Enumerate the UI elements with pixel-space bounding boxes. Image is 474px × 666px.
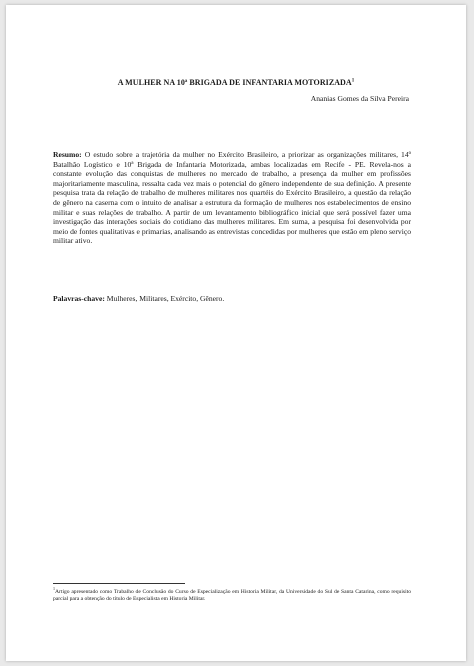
footnote-text: Artigo apresentado como Trabalho de Conclusão do Curso de Especialização em Historia Militar, da Universidade do Sul de Santa Catarina, como requisito parcial para a obtenção do título de Especialista em Historia Militar. (53, 589, 411, 603)
footnote-marker: 1 (53, 586, 55, 592)
document-title (6, 78, 466, 87)
document-page (6, 5, 466, 661)
footnote-separator (53, 583, 185, 584)
title-footnote-marker: 1 (351, 78, 355, 84)
keywords-line (53, 294, 411, 303)
keywords-label: Palavras-chave: (53, 294, 105, 303)
abstract-label: Resumo: (53, 150, 82, 159)
abstract-text: O estudo sobre a trajetória da mulher no Exército Brasileiro, a priorizar as organizações militares, 14º Batalhão Logístico e 10ª Brigada de Infantaria Motorizada, ambas localizadas em Recife - PE. Revela-nos a constante evolução das conquistas de mulheres no mercado de trabalho, a presença da mulher em profissões majoritariamente masculina, ressalta cada vez mais o potencial do gênero independente de sua definição. A presente pesquisa trata da relação de trabalho de mulheres militares nos quartéis do Exército Brasileiro, a questão da relação de gênero na caserna com o intuito de analisar a estrutura da formação de mulheres nos estabelecimentos de ensino militar e suas relações de trabalho. A partir de um levantamento bibliográfico inicial que será possível fazer uma investigação das interações sociais do cotidiano das mulheres militares. Em suma, a pesquisa foi desenvolvida por meio de fontes qualitativas e primarias, analisando as entrevistas concedidas por mulheres que estão em pleno serviço militar ativo. (53, 150, 411, 246)
footnote (53, 586, 411, 603)
abstract-paragraph (53, 150, 411, 246)
keywords-text: Mulheres, Militares, Exército, Gênero. (106, 294, 225, 303)
title-text: A MULHER NA 10ª BRIGADA DE INFANTARIA MOTORIZADA (117, 78, 352, 87)
author-name: Ananias Gomes da Silva Pereira (310, 94, 409, 103)
